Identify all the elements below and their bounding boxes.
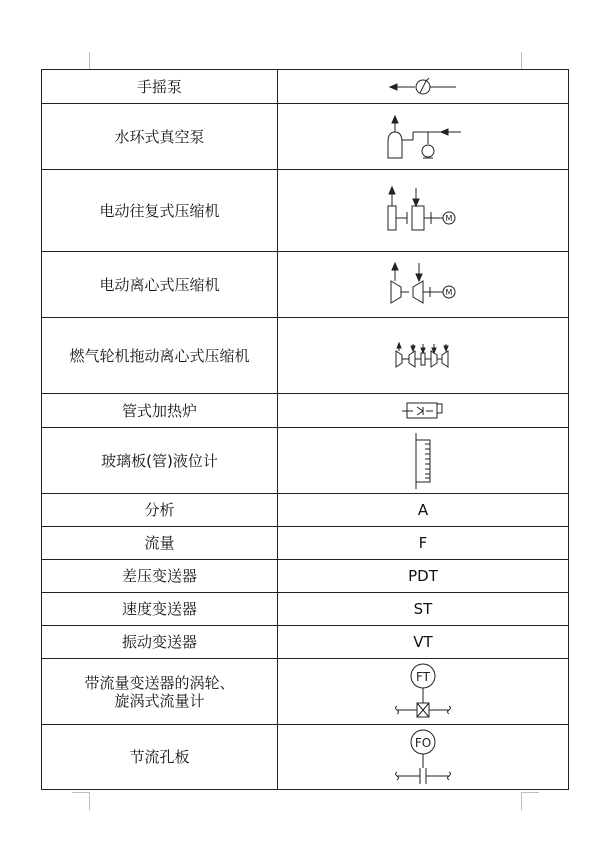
electric-reciprocating-compressor-symbol [278, 170, 569, 252]
gas-turbine-compressor-symbol [278, 318, 569, 394]
row-name: 电动离心式压缩机 [42, 252, 278, 318]
instrument-tag: FO [414, 736, 432, 750]
table-row [42, 659, 569, 725]
turbine-flowmeter-icon [393, 662, 453, 722]
row-code [278, 527, 569, 560]
row-code [278, 593, 569, 626]
centrifugal-compressor-icon [385, 261, 461, 309]
row-code [278, 560, 569, 593]
row-name-line-1: 带流量变送器的涡轮、 [84, 673, 235, 692]
row-name: 流量 [42, 527, 278, 560]
crop-mark-bottom-left-h [72, 792, 89, 793]
row-name: 速度变送器 [42, 593, 278, 626]
row-name: 玻璃板(管)液位计 [42, 428, 278, 494]
level-gauge-icon [408, 432, 438, 490]
table-row [42, 104, 569, 170]
table-row [42, 527, 569, 560]
vacuum-pump-icon [383, 114, 463, 160]
tube-heating-furnace-symbol [278, 394, 569, 428]
furnace-icon [401, 400, 445, 422]
svg-text:M: M [445, 287, 453, 297]
table-row [42, 593, 569, 626]
row-name [42, 659, 278, 725]
crop-mark-bottom-right-h [522, 792, 539, 793]
row-name: 节流孔板 [42, 725, 278, 790]
row-name-line-2: 旋涡式流量计 [114, 691, 205, 710]
reciprocating-compressor-icon [383, 186, 463, 236]
crop-mark-top-left-v [89, 52, 90, 69]
orifice-plate-symbol [278, 725, 569, 790]
row-name: 水环式真空泵 [42, 104, 278, 170]
row-name: 燃气轮机拖动离心式压缩机 [42, 318, 278, 394]
code-text: ST [413, 600, 433, 618]
row-name: 分析 [42, 494, 278, 527]
table-row [42, 170, 569, 252]
code-text: VT [413, 633, 433, 651]
hand-pump-symbol [278, 70, 569, 104]
table-row [42, 318, 569, 394]
table-row [42, 252, 569, 318]
row-name: 振动变送器 [42, 626, 278, 659]
instrument-tag: FT [415, 669, 431, 684]
water-ring-vacuum-pump-symbol [278, 104, 569, 170]
gas-turbine-icon [393, 341, 453, 371]
symbol-table [41, 69, 569, 790]
table-row [42, 494, 569, 527]
table-row [42, 428, 569, 494]
hand-pump-icon [387, 74, 459, 100]
orifice-plate-icon [393, 728, 453, 786]
turbine-flowmeter-symbol [278, 659, 569, 725]
svg-text:M: M [445, 213, 453, 223]
row-name: 手摇泵 [42, 70, 278, 104]
table-row [42, 70, 569, 104]
row-name: 管式加热炉 [42, 394, 278, 428]
code-text: A [417, 501, 429, 519]
code-text: PDT [408, 567, 438, 585]
table-row [42, 394, 569, 428]
crop-mark-bottom-left-v [89, 792, 90, 810]
glass-level-gauge-symbol [278, 428, 569, 494]
crop-mark-top-right-v [521, 52, 522, 69]
table-row [42, 725, 569, 790]
row-code [278, 626, 569, 659]
electric-centrifugal-compressor-symbol [278, 252, 569, 318]
crop-mark-bottom-right-v [521, 792, 522, 810]
row-name: 差压变送器 [42, 560, 278, 593]
code-text: F [418, 534, 428, 552]
table-row [42, 560, 569, 593]
row-code [278, 494, 569, 527]
row-name: 电动往复式压缩机 [42, 170, 278, 252]
table-row [42, 626, 569, 659]
